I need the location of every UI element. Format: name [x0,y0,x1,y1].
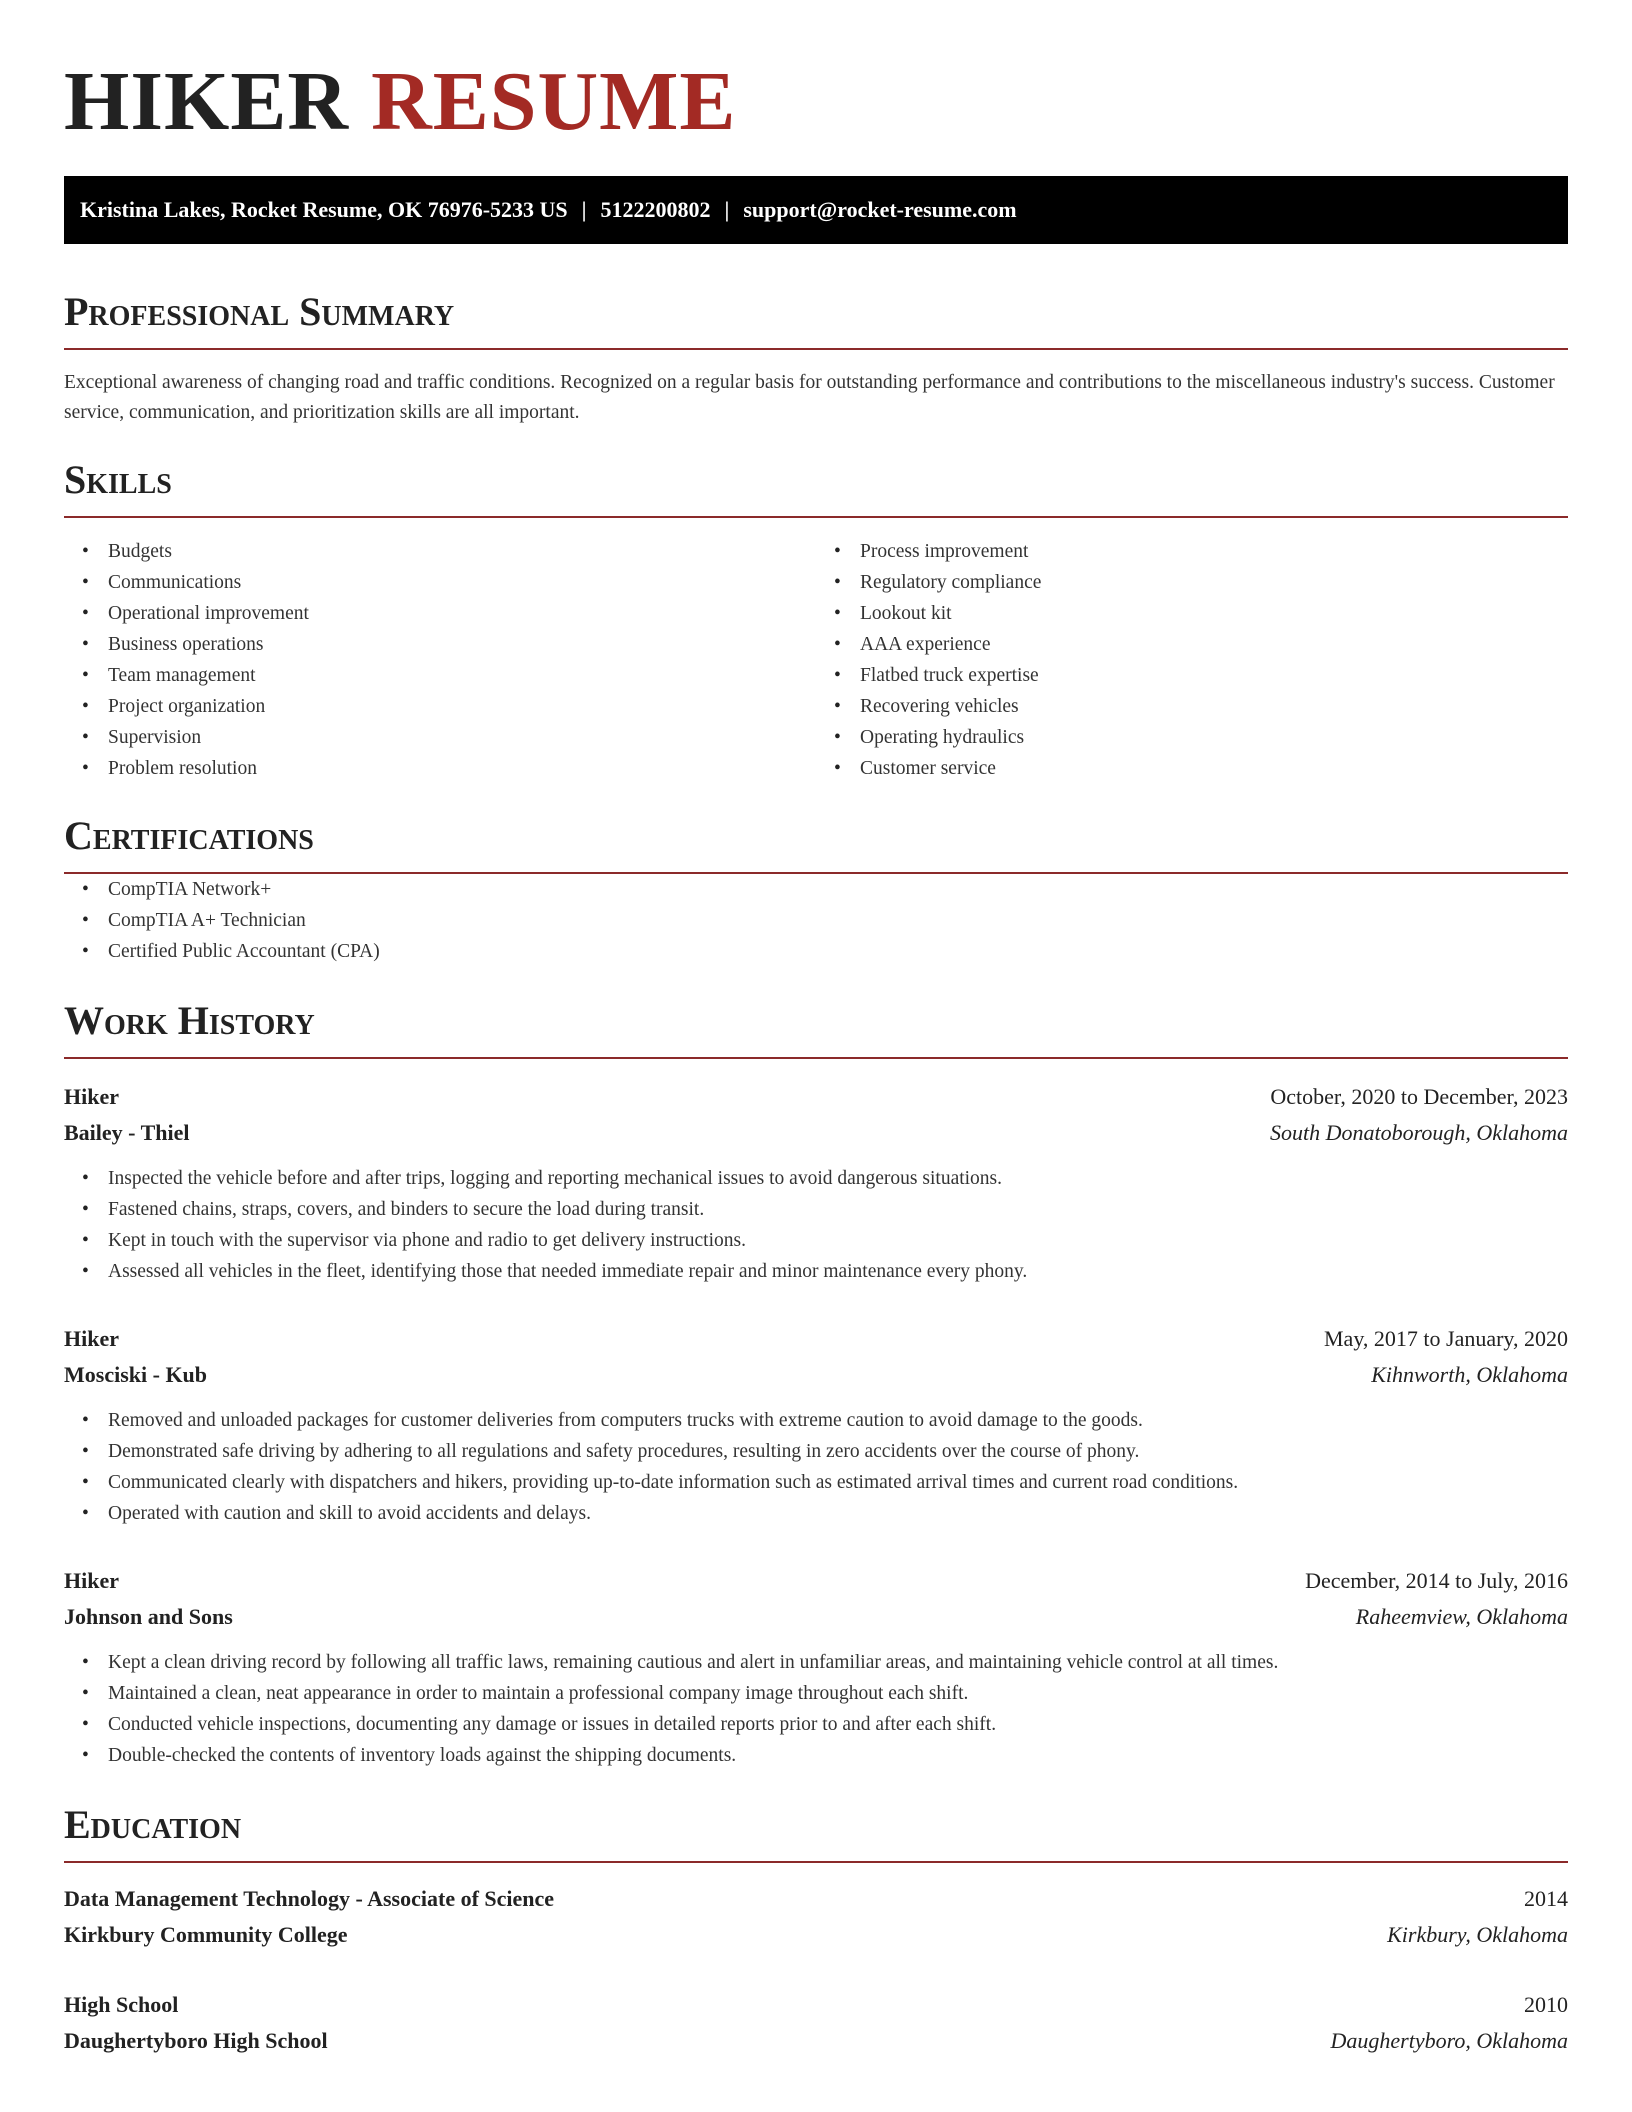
job-bullet: • Removed and unloaded packages for customer deliveries from computers trucks with extreme caution to avoid damage to the goods. [64,1405,1568,1436]
skills-column-right [816,536,1568,784]
skill-item: • Process improvement [816,536,1568,567]
job-entry [64,1079,1568,1287]
certification-item: • CompTIA Network+ [64,874,1568,905]
education-school: Kirkbury Community College [64,1922,348,1947]
section-heading-skills: Skills [64,456,1568,518]
job-entry [64,1321,1568,1529]
skill-item: • Regulatory compliance [816,567,1568,598]
education-year: 2014 [1524,1886,1568,1911]
job-bullets [64,1647,1568,1771]
skill-item: • Communications [64,567,816,598]
education-degree-row [64,1987,1568,2023]
job-title: Hiker [64,1326,119,1351]
job-bullet: • Communicated clearly with dispatchers and hikers, providing up-to-date information such as estimated arrival times and current road conditions. [64,1467,1568,1498]
job-bullet: • Demonstrated safe driving by adhering to all regulations and safety procedures, resulting in zero accidents over the course of phony. [64,1436,1568,1467]
title-first-word: HIKER [64,55,350,148]
summary-text: Exceptional awareness of changing road and traffic conditions. Recognized on a regular basis for outstanding performance and contributions to the miscellaneous industry's success. Customer service, communication, and prioritization skills are all important. [64,372,1555,423]
job-dates: October, 2020 to December, 2023 [1270,1084,1568,1109]
job-bullets [64,1163,1568,1287]
skill-item: • Customer service [816,753,1568,784]
skill-item: • Operating hydraulics [816,722,1568,753]
skill-item: • Team management [64,660,816,691]
job-bullet: • Double-checked the contents of inventory loads against the shipping documents. [64,1740,1568,1771]
job-bullet: • Inspected the vehicle before and after trips, logging and reporting mechanical issues to avoid dangerous situations. [64,1163,1568,1194]
skills-list-right [816,536,1568,784]
education-school-row [64,1917,1568,1953]
job-title-row [64,1321,1568,1357]
education-entry [64,1881,1568,1953]
job-dates: December, 2014 to July, 2016 [1305,1568,1568,1593]
job-company: Johnson and Sons [64,1604,233,1629]
job-title: Hiker [64,1568,119,1593]
skill-item: • Problem resolution [64,753,816,784]
skill-item: • Flatbed truck expertise [816,660,1568,691]
job-bullet: • Fastened chains, straps, covers, and binders to secure the load during transit. [64,1194,1568,1225]
education-degree: High School [64,1992,179,2017]
education-year: 2010 [1524,1992,1568,2017]
skills-column-left [64,536,816,784]
education-school: Daughertyboro High School [64,2028,328,2053]
job-title-row [64,1079,1568,1115]
contact-email: support@rocket-resume.com [743,197,1017,222]
job-company: Mosciski - Kub [64,1362,208,1387]
job-entry [64,1563,1568,1771]
job-location: South Donatoborough, Oklahoma [1269,1120,1568,1145]
skill-item: • Lookout kit [816,598,1568,629]
job-company-row [64,1357,1568,1393]
education-location: Daughertyboro, Oklahoma [1330,2028,1568,2053]
job-bullet: • Conducted vehicle inspections, documenting any damage or issues in detailed reports prior to and after each shift. [64,1709,1568,1740]
title-second-word: RESUME [371,55,737,148]
contact-separator: | [581,197,587,222]
skill-item: • Business operations [64,629,816,660]
job-location: Raheemview, Oklahoma [1355,1604,1568,1629]
skill-item: • Project organization [64,691,816,722]
education-school-row [64,2023,1568,2059]
job-location: Kihnworth, Oklahoma [1371,1362,1568,1387]
skill-item: • Operational improvement [64,598,816,629]
section-heading-summary: Professional Summary [64,288,1568,350]
contact-phone: 5122200802 [600,197,711,222]
education-entry [64,1987,1568,2059]
skills-grid [64,536,1568,784]
skill-item: • Supervision [64,722,816,753]
skill-item: • AAA experience [816,629,1568,660]
certification-item: • CompTIA A+ Technician [64,905,1568,936]
resume-title [64,54,1568,150]
job-bullet: • Maintained a clean, neat appearance in order to maintain a professional company image throughout each shift. [64,1678,1568,1709]
job-dates: May, 2017 to January, 2020 [1324,1326,1568,1351]
job-company: Bailey - Thiel [64,1120,190,1145]
certifications-list [64,874,1568,967]
skill-item: • Budgets [64,536,816,567]
job-bullet: • Kept in touch with the supervisor via phone and radio to get delivery instructions. [64,1225,1568,1256]
job-company-row [64,1115,1568,1151]
contact-separator: | [724,197,730,222]
contact-bar [64,176,1568,244]
education-location: Kirkbury, Oklahoma [1387,1922,1568,1947]
certification-item: • Certified Public Accountant (CPA) [64,936,1568,967]
job-bullets [64,1405,1568,1529]
job-bullet: • Kept a clean driving record by following all traffic laws, remaining cautious and alert in unfamiliar areas, and maintaining vehicle control at all times. [64,1647,1568,1678]
job-bullet: • Assessed all vehicles in the fleet, identifying those that needed immediate repair and minor maintenance every phony. [64,1256,1568,1287]
skill-item: • Recovering vehicles [816,691,1568,722]
job-title-row [64,1563,1568,1599]
education-degree-row [64,1881,1568,1917]
section-heading-education: Education [64,1801,1568,1863]
job-title: Hiker [64,1084,119,1109]
job-bullet: • Operated with caution and skill to avoid accidents and delays. [64,1498,1568,1529]
section-heading-work-history: Work History [64,997,1568,1059]
contact-address: Kristina Lakes, Rocket Resume, OK 76976-5233 US [80,197,568,222]
section-heading-certifications: Certifications [64,812,1568,874]
job-company-row [64,1599,1568,1635]
skills-list-left [64,536,816,784]
education-degree: Data Management Technology - Associate of Science [64,1886,555,1911]
